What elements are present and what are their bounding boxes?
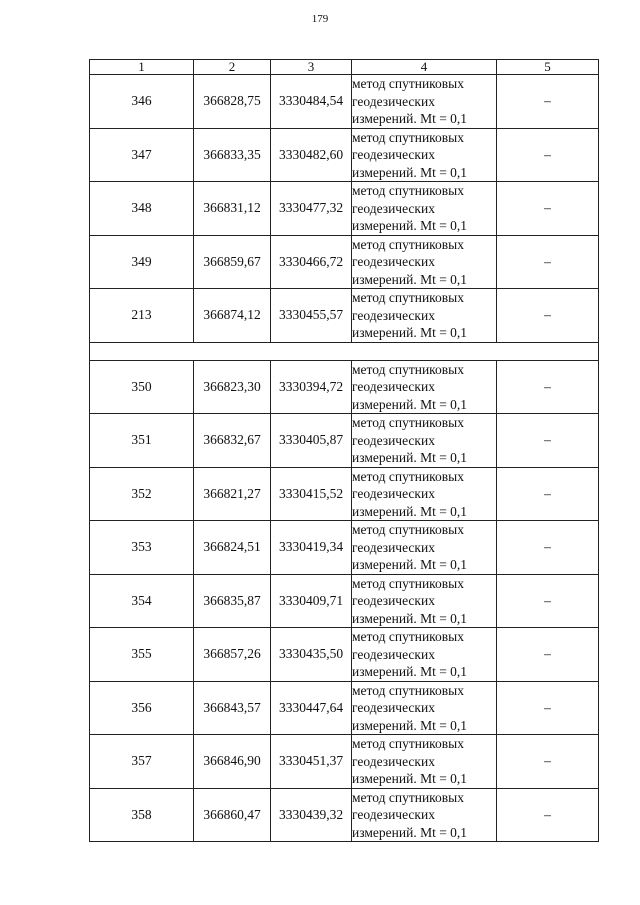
- method-text-line: метод спутниковых: [352, 468, 464, 484]
- y-coordinate-cell: 3330477,32: [271, 182, 352, 236]
- point-number-cell: 351: [90, 414, 194, 468]
- point-number-cell: 213: [90, 289, 194, 343]
- method-text-line: метод спутниковых: [352, 129, 464, 145]
- point-number-cell: 352: [90, 467, 194, 521]
- method-text-line: измерений. Mt = 0,1: [352, 824, 468, 840]
- method-text-line: геодезических: [352, 700, 435, 715]
- method-text-line: геодезических: [352, 539, 435, 555]
- table-body: [90, 75, 599, 842]
- method-cell: [352, 182, 497, 236]
- y-coordinate-cell: 3330455,57: [271, 289, 352, 343]
- method-cell: [352, 521, 497, 575]
- point-number-cell: 353: [90, 521, 194, 575]
- point-number-cell: 357: [90, 735, 194, 789]
- method-text-line: геодезических: [352, 307, 435, 323]
- y-coordinate-cell: 3330394,72: [271, 360, 352, 414]
- table-row: [90, 360, 599, 414]
- method-text-line: геодезических: [352, 807, 435, 822]
- x-coordinate-cell: 366823,30: [194, 360, 271, 414]
- table-row: [90, 628, 599, 682]
- method-text-line: геодезических: [352, 753, 435, 769]
- method-cell: [352, 574, 497, 628]
- method-text-line: метод спутниковых: [352, 682, 464, 698]
- y-coordinate-cell: 3330405,87: [271, 414, 352, 468]
- method-text-line: геодезических: [352, 379, 435, 394]
- note-cell: –: [497, 235, 599, 289]
- note-cell: –: [497, 681, 599, 735]
- y-coordinate-cell: 3330451,37: [271, 735, 352, 789]
- group-separator-cell: [90, 342, 599, 360]
- method-text-line: измерений. Mt = 0,1: [352, 111, 468, 126]
- method-text-line: метод спутниковых: [352, 415, 464, 430]
- method-text-line: геодезических: [352, 486, 435, 501]
- x-coordinate-cell: 366824,51: [194, 521, 271, 575]
- method-cell: [352, 681, 497, 735]
- y-coordinate-cell: 3330419,34: [271, 521, 352, 575]
- x-coordinate-cell: 366821,27: [194, 467, 271, 521]
- y-coordinate-cell: 3330482,60: [271, 128, 352, 182]
- x-coordinate-cell: 366874,12: [194, 289, 271, 343]
- method-text-line: измерений. Mt = 0,1: [352, 325, 468, 340]
- column-header-4: 4: [352, 60, 497, 75]
- note-cell: –: [497, 128, 599, 182]
- point-number-cell: 350: [90, 360, 194, 414]
- table-row: [90, 788, 599, 842]
- x-coordinate-cell: 366843,57: [194, 681, 271, 735]
- point-number-cell: 348: [90, 182, 194, 236]
- method-cell: [352, 628, 497, 682]
- table-row: [90, 289, 599, 343]
- method-cell: [352, 235, 497, 289]
- method-text-line: метод спутниковых: [352, 522, 464, 537]
- table-row: [90, 521, 599, 575]
- method-text-line: измерений. Mt = 0,1: [352, 717, 468, 733]
- page-number: 179: [311, 13, 329, 25]
- table-row: [90, 75, 599, 129]
- note-cell: –: [497, 735, 599, 789]
- method-text-line: геодезических: [352, 93, 435, 109]
- table-row: [90, 467, 599, 521]
- y-coordinate-cell: 3330439,32: [271, 788, 352, 842]
- method-text-line: метод спутниковых: [352, 290, 464, 305]
- method-text-line: измерений. Mt = 0,1: [352, 396, 468, 412]
- y-coordinate-cell: 3330435,50: [271, 628, 352, 682]
- method-text-line: геодезических: [352, 646, 435, 662]
- table-row: [90, 414, 599, 468]
- method-text-line: метод спутниковых: [352, 236, 464, 252]
- note-cell: –: [497, 75, 599, 129]
- note-cell: –: [497, 182, 599, 236]
- point-number-cell: 349: [90, 235, 194, 289]
- x-coordinate-cell: 366859,67: [194, 235, 271, 289]
- method-text-line: измерений. Mt = 0,1: [352, 164, 468, 180]
- y-coordinate-cell: 3330466,72: [271, 235, 352, 289]
- y-coordinate-cell: 3330415,52: [271, 467, 352, 521]
- method-text-line: метод спутниковых: [352, 736, 464, 751]
- point-number-cell: 354: [90, 574, 194, 628]
- method-cell: [352, 467, 497, 521]
- method-text-line: измерений. Mt = 0,1: [352, 450, 468, 465]
- x-coordinate-cell: 366835,87: [194, 574, 271, 628]
- note-cell: –: [497, 574, 599, 628]
- note-cell: –: [497, 788, 599, 842]
- method-cell: [352, 735, 497, 789]
- method-text-line: геодезических: [352, 593, 435, 608]
- y-coordinate-cell: 3330484,54: [271, 75, 352, 129]
- method-text-line: геодезических: [352, 432, 435, 448]
- table-row: [90, 182, 599, 236]
- method-text-line: геодезических: [352, 254, 435, 269]
- x-coordinate-cell: 366831,12: [194, 182, 271, 236]
- x-coordinate-cell: 366860,47: [194, 788, 271, 842]
- method-text-line: измерений. Mt = 0,1: [352, 557, 468, 572]
- y-coordinate-cell: 3330447,64: [271, 681, 352, 735]
- column-header-1: 1: [90, 60, 194, 75]
- method-cell: [352, 788, 497, 842]
- note-cell: –: [497, 521, 599, 575]
- note-cell: –: [497, 467, 599, 521]
- table-row: [90, 681, 599, 735]
- method-text-line: измерений. Mt = 0,1: [352, 271, 468, 287]
- point-number-cell: 355: [90, 628, 194, 682]
- method-text-line: метод спутниковых: [352, 76, 464, 91]
- column-header-3: 3: [271, 60, 352, 75]
- column-header-5: 5: [497, 60, 599, 75]
- x-coordinate-cell: 366833,35: [194, 128, 271, 182]
- method-cell: [352, 75, 497, 129]
- table-row: [90, 735, 599, 789]
- table-row: [90, 235, 599, 289]
- note-cell: –: [497, 628, 599, 682]
- method-text-line: измерений. Mt = 0,1: [352, 664, 468, 679]
- method-text-line: метод спутниковых: [352, 183, 464, 198]
- table-header-row: [90, 60, 599, 75]
- point-number-cell: 356: [90, 681, 194, 735]
- group-separator-row: [90, 342, 599, 360]
- x-coordinate-cell: 366857,26: [194, 628, 271, 682]
- table-row: [90, 128, 599, 182]
- x-coordinate-cell: 366832,67: [194, 414, 271, 468]
- method-text-line: измерений. Mt = 0,1: [352, 218, 468, 233]
- method-text-line: измерений. Mt = 0,1: [352, 771, 468, 786]
- method-text-line: измерений. Mt = 0,1: [352, 610, 468, 626]
- table-row: [90, 574, 599, 628]
- coordinates-table: [89, 59, 599, 842]
- x-coordinate-cell: 366828,75: [194, 75, 271, 129]
- point-number-cell: 346: [90, 75, 194, 129]
- point-number-cell: 347: [90, 128, 194, 182]
- method-text-line: метод спутниковых: [352, 575, 464, 591]
- method-cell: [352, 289, 497, 343]
- method-text-line: геодезических: [352, 200, 435, 216]
- method-cell: [352, 414, 497, 468]
- note-cell: –: [497, 360, 599, 414]
- y-coordinate-cell: 3330409,71: [271, 574, 352, 628]
- note-cell: –: [497, 414, 599, 468]
- method-text-line: метод спутниковых: [352, 361, 464, 377]
- method-cell: [352, 360, 497, 414]
- x-coordinate-cell: 366846,90: [194, 735, 271, 789]
- point-number-cell: 358: [90, 788, 194, 842]
- method-text-line: геодезических: [352, 147, 435, 162]
- column-header-2: 2: [194, 60, 271, 75]
- method-text-line: метод спутниковых: [352, 789, 464, 805]
- method-text-line: измерений. Mt = 0,1: [352, 503, 468, 519]
- method-cell: [352, 128, 497, 182]
- note-cell: –: [497, 289, 599, 343]
- method-text-line: метод спутниковых: [352, 629, 464, 644]
